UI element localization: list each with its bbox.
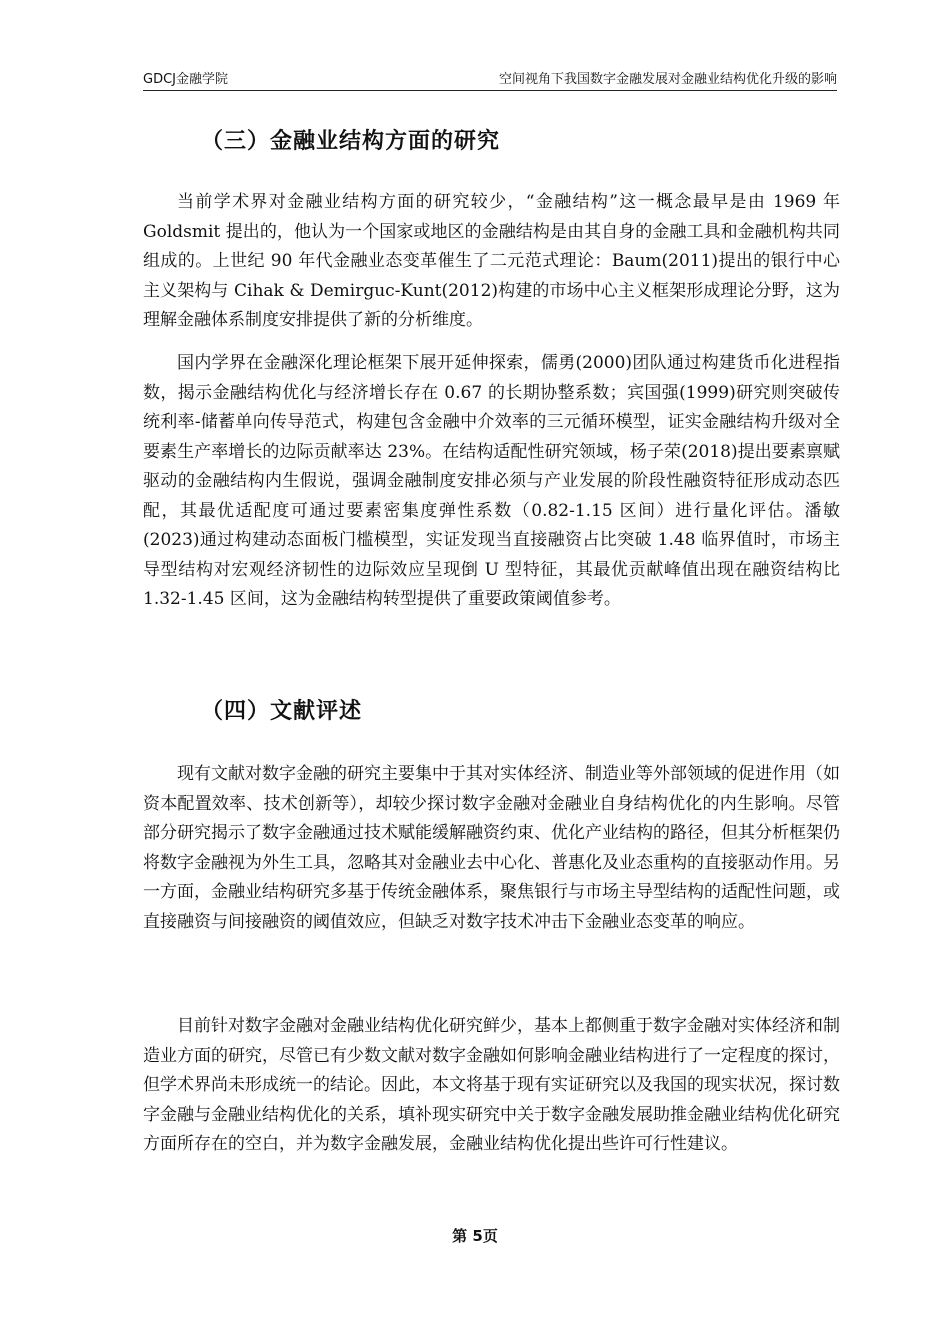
section-3-paragraph-2: 国内学界在金融深化理论框架下展开延伸探索，儒勇(2000)团队通过构建货币化进程指数，揭示金融结构优化与经济增长存在 0.67 的长期协整系数；宾国强(1999)研究则突破传统利率-储蓄单向传导范式，构建包含金融中介效率的三元循环模型，证实金融结构升级对全要素生产率增长的边际贡献率达 23%。在结构适配性研究领域，杨子荣(2018)提出要素禀赋驱动的金融结构内生假说，强调金融制度安排必须与产业发展的阶段性融资特征形成动态匹配，其最优适配度可通过要素密集度弹性系数（0.82-1.15 区间）进行量化评估。潘敏(2023)通过构建动态面板门槛模型，实证发现当直接融资占比突破 1.48 临界值时，市场主导型结构对宏观经济韧性的边际效应呈现倒 U 型特征，其最优贡献峰值出现在融资结构比 1.32-1.45 区间，这为金融结构转型提供了重要政策阈值参考。 bbox=[143, 353, 840, 609]
header-institution: GDCJ金融学院 bbox=[143, 72, 228, 87]
section-4-paragraph-2: 目前针对数字金融对金融业结构优化研究鲜少，基本上都侧重于数字金融对实体经济和制造业方面的研究，尽管已有少数文献对数字金融如何影响金融业结构进行了一定程度的探讨，但学术界尚未形成统一的结论。因此，本文将基于现有实证研究以及我国的现实状况，探讨数字金融与金融业结构优化的关系，填补现实研究中关于数字金融发展助推金融业结构优化研究方面所存在的空白，并为数字金融发展，金融业结构优化提出些许可行性建议。 bbox=[143, 1016, 840, 1154]
header-paper-title: 空间视角下我国数字金融发展对金融业结构优化升级的影响 bbox=[498, 72, 837, 87]
section-3-heading: （三）金融业结构方面的研究 bbox=[201, 129, 501, 154]
section-3-paragraph-1: 当前学术界对金融业结构方面的研究较少，“金融结构”这一概念最早是由 1969 年 Goldsmit 提出的，他认为一个国家或地区的金融结构是由其自身的金融工具和金融机构共同组成的。上世纪 90 年代金融业态变革催生了二元范式理论：Baum(2011)提出的银行中心主义架构与 Cihak & Demirguc-Kunt(2012)构建的市场中心主义框架形成理论分野，这为理解金融体系制度安排提供了新的分析维度。 bbox=[143, 192, 840, 330]
running-header bbox=[143, 64, 837, 91]
section-4-heading: （四）文献评述 bbox=[201, 699, 363, 724]
page-number: 第 5页 bbox=[452, 1227, 498, 1245]
section-4-paragraph-1: 现有文献对数字金融的研究主要集中于其对实体经济、制造业等外部领域的促进作用（如资本配置效率、技术创新等），却较少探讨数字金融对金融业自身结构优化的内生影响。尽管部分研究揭示了数字金融通过技术赋能缓解融资约束、优化产业结构的路径，但其分析框架仍将数字金融视为外生工具，忽略其对金融业去中心化、普惠化及业态重构的直接驱动作用。另一方面，金融业结构研究多基于传统金融体系，聚焦银行与市场主导型结构的适配性问题，或直接融资与间接融资的阈值效应，但缺乏对数字技术冲击下金融业态变革的响应。 bbox=[143, 764, 840, 932]
